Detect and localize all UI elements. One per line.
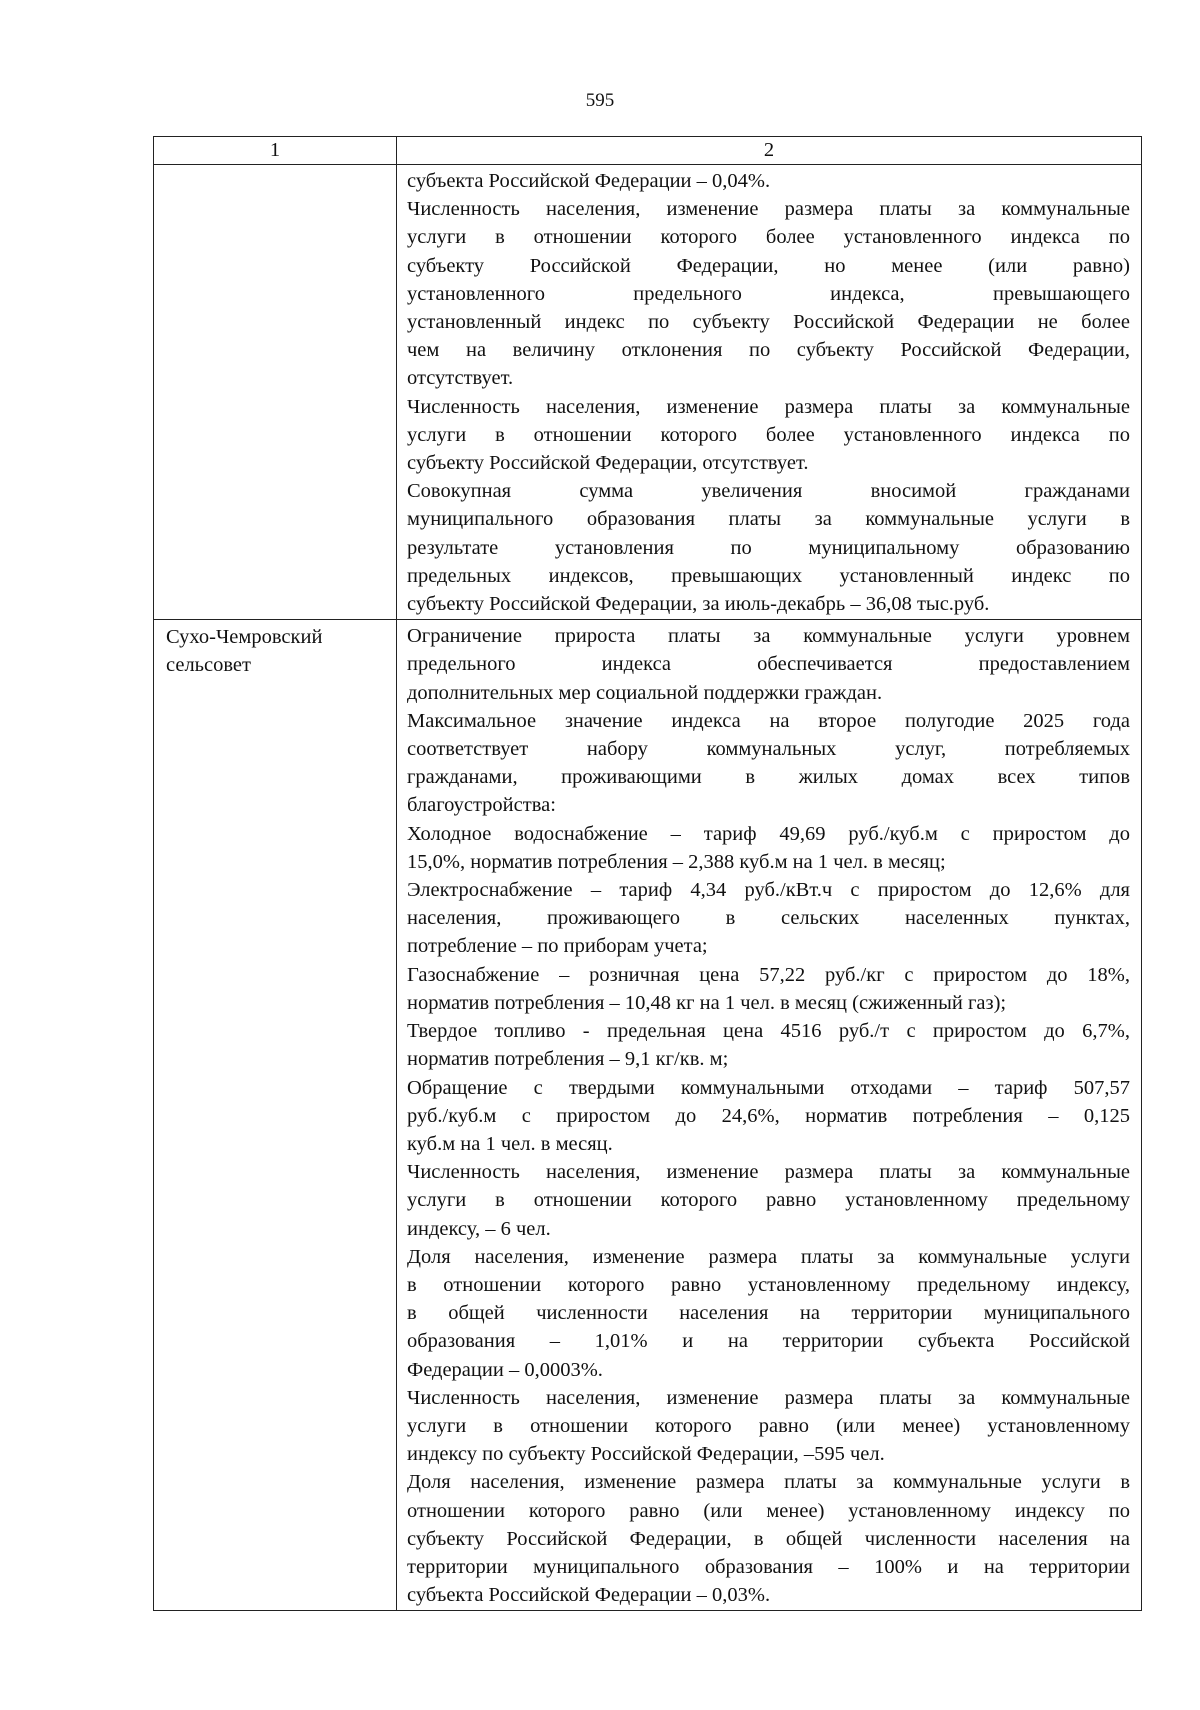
text-line: субъекту Российской Федерации, за июль-декабрь – 36,08 тыс.руб. (407, 593, 990, 616)
description-paragraph (407, 961, 1130, 1017)
text-line: предельного индекса обеспечивается предоставлением (407, 653, 1130, 676)
text-line: Доля населения, изменение размера платы за коммунальные услуги (407, 1245, 1130, 1268)
text-line: в общей численности населения на территории муниципального (407, 1302, 1130, 1325)
text-line: отсутствует. (407, 367, 514, 390)
description-paragraph (407, 622, 1130, 707)
text-line: результате установления по муниципальному образованию (407, 536, 1130, 559)
description-paragraph (407, 167, 1130, 195)
text-line: Численность населения, изменение размера платы за коммунальные (407, 198, 1130, 221)
text-line: индексу по субъекту Российской Федерации, –595 чел. (407, 1443, 885, 1466)
text-line: субъекта Российской Федерации – 0,03%. (407, 1584, 771, 1607)
text-line: в отношении которого равно установленному предельному индексу, (407, 1273, 1130, 1296)
tariff-table (153, 136, 1142, 1611)
text-line: субъекту Российской Федерации, в общей численности населения на (407, 1527, 1130, 1550)
page-number: 595 (585, 90, 615, 111)
text-line: дополнительных мер социальной поддержки граждан. (407, 681, 883, 704)
text-line: Электроснабжение – тариф 4,34 руб./кВт.ч с приростом до 12,6% для (407, 879, 1130, 902)
text-line: услуги в отношении которого более установленного индекса по (407, 226, 1130, 249)
table-row (154, 165, 1142, 620)
description-paragraph (407, 1158, 1130, 1243)
text-line: Обращение с твердыми коммунальными отходами – тариф 507,57 (407, 1076, 1130, 1099)
text-line: населения, проживающего в сельских населенных пунктах, (407, 907, 1130, 930)
municipality-name: Сухо-Чемровский сельсовет (166, 626, 323, 677)
text-line: Численность населения, изменение размера платы за коммунальные (407, 395, 1130, 418)
text-line: услуги в отношении которого равно (или менее) установленному (407, 1414, 1130, 1437)
text-line: предельных индексов, превышающих установленный индекс по (407, 564, 1130, 587)
table-row (154, 620, 1142, 1611)
text-line: Доля населения, изменение размера платы за коммунальные услуги в (407, 1471, 1130, 1494)
text-line: руб./куб.м с приростом до 24,6%, норматив потребления – 0,125 (407, 1104, 1130, 1127)
text-line: установленного предельного индекса, превышающего (407, 282, 1130, 305)
text-line: индексу, – 6 чел. (407, 1217, 551, 1240)
text-line: потребление – по приборам учета; (407, 935, 708, 958)
text-line: образования – 1,01% и на территории субъекта Российской (407, 1330, 1130, 1353)
text-line: субъекту Российской Федерации, отсутствует. (407, 452, 809, 475)
text-line: услуги в отношении которого равно установленному предельному (407, 1189, 1130, 1212)
text-line: Холодное водоснабжение – тариф 49,69 руб./куб.м с приростом до (407, 822, 1130, 845)
text-line: соответствует набору коммунальных услуг, потребляемых (407, 738, 1130, 761)
municipality-name-cell (154, 165, 397, 620)
description-paragraph (407, 1384, 1130, 1469)
text-line: чем на величину отклонения по субъекту Российской Федерации, (407, 339, 1130, 362)
municipality-name-cell (154, 620, 397, 1611)
text-line: 15,0%, норматив потребления – 2,388 куб.м на 1 чел. в месяц; (407, 850, 946, 873)
text-line: субъекта Российской Федерации – 0,04%. (407, 170, 771, 192)
text-line: гражданами, проживающими в жилых домах всех типов (407, 766, 1130, 789)
text-line: Численность населения, изменение размера платы за коммунальные (407, 1161, 1130, 1184)
column-header-2: 2 (397, 137, 1142, 165)
description-paragraph (407, 876, 1130, 961)
text-line: норматив потребления – 10,48 кг на 1 чел. в месяц (сжиженный газ); (407, 991, 1007, 1014)
text-line: Федерации – 0,0003%. (407, 1358, 603, 1381)
text-line: благоустройства: (407, 794, 556, 817)
text-line: Ограничение прироста платы за коммунальные услуги уровнем (407, 625, 1130, 648)
text-line: услуги в отношении которого более установленного индекса по (407, 423, 1130, 446)
description-paragraph (407, 1243, 1130, 1384)
text-line: Совокупная сумма увеличения вносимой гражданами (407, 480, 1130, 503)
description-cell (397, 620, 1142, 1611)
text-line: Численность населения, изменение размера платы за коммунальные (407, 1386, 1130, 1409)
text-line: установленный индекс по субъекту Российской Федерации не более (407, 311, 1130, 334)
description-paragraph (407, 1074, 1130, 1159)
text-line: Твердое топливо - предельная цена 4516 руб./т с приростом до 6,7%, (407, 1020, 1130, 1043)
description-paragraph (407, 1468, 1130, 1609)
text-line: Газоснабжение – розничная цена 57,22 руб./кг с приростом до 18%, (407, 963, 1130, 986)
text-line: субъекту Российской Федерации, но менее (или равно) (407, 254, 1130, 277)
text-line: куб.м на 1 чел. в месяц. (407, 1132, 613, 1155)
text-line: муниципального образования платы за коммунальные услуги в (407, 508, 1130, 531)
text-line: Максимальное значение индекса на второе полугодие 2025 года (407, 709, 1130, 732)
text-line: территории муниципального образования – 100% и на территории (407, 1555, 1130, 1578)
table-header-row (154, 137, 1142, 165)
description-paragraph (407, 820, 1130, 876)
description-paragraph (407, 393, 1130, 478)
description-paragraph (407, 1017, 1130, 1073)
text-line: отношении которого равно (или менее) установленному индексу по (407, 1499, 1130, 1522)
description-paragraph (407, 707, 1130, 820)
description-cell (397, 165, 1142, 620)
description-paragraph (407, 477, 1130, 618)
description-paragraph (407, 195, 1130, 392)
text-line: норматив потребления – 9,1 кг/кв. м; (407, 1048, 729, 1071)
column-header-1: 1 (154, 137, 397, 165)
